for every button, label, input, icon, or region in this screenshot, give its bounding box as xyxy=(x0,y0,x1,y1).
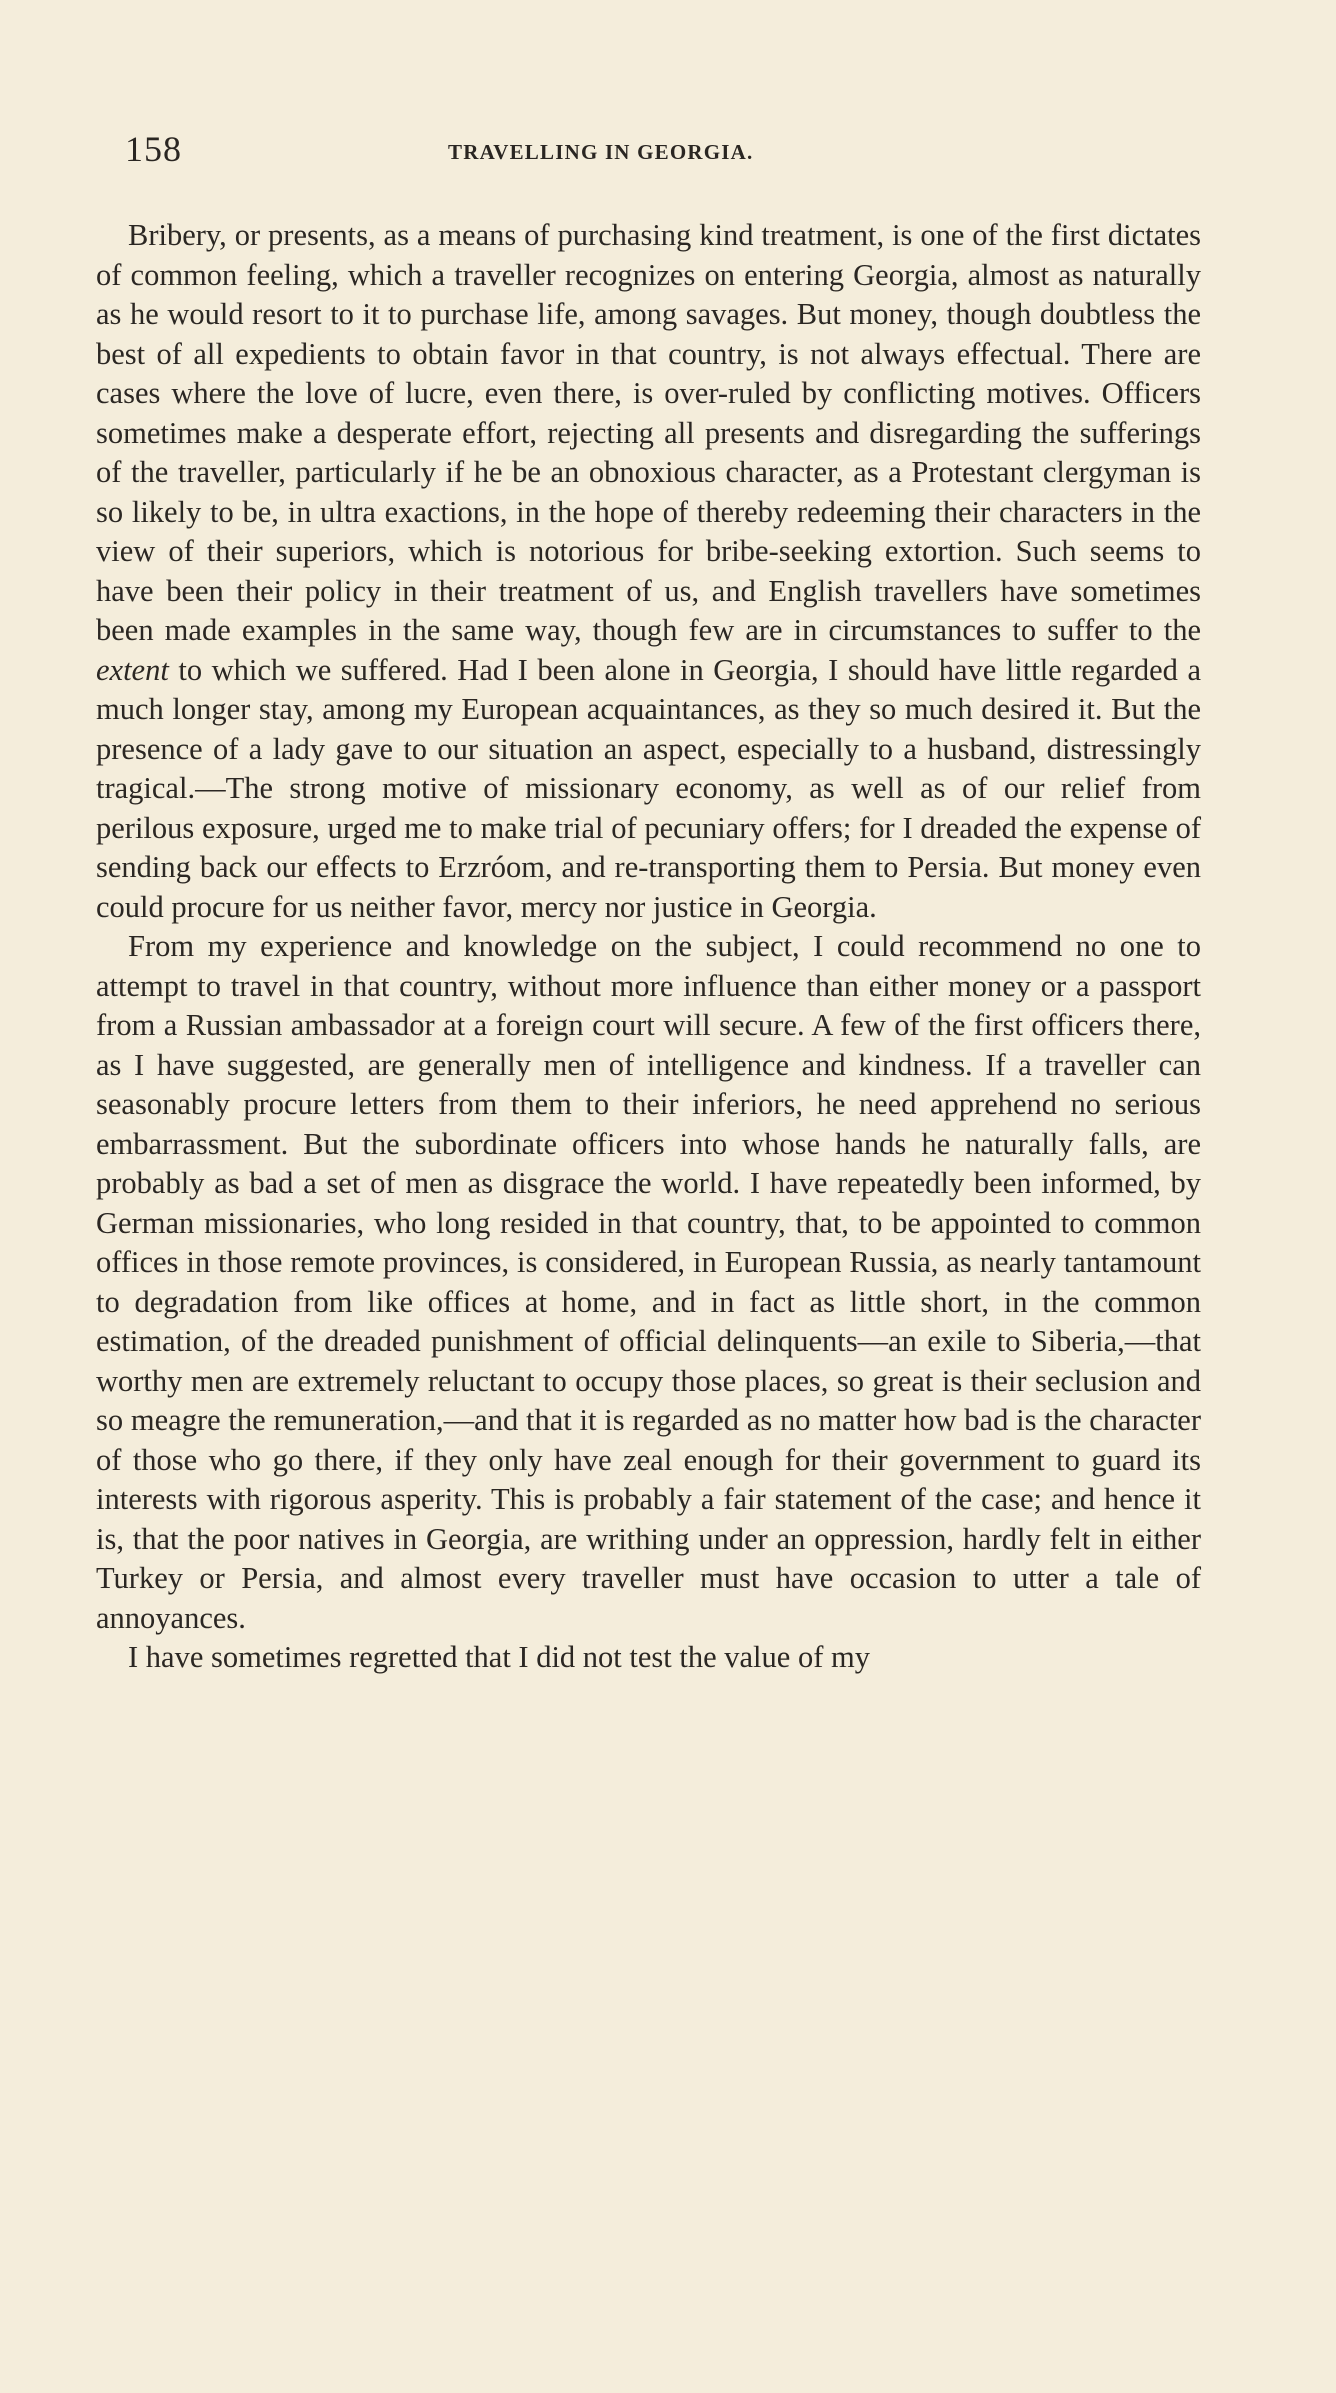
paragraph-1-part-b: to which we suffered. Had I been alone in Georgia, I should have little regarded a much longer stay, among my European acquaintances, as they so much desired it. But the presence of a lady gave to our situation an aspect, especially to a husband, distressingly tragical.—The strong motive of missionary economy, as well as of our relief from perilous exposure, urged me to make trial of pecuniary offers; for I dreaded the expense of sending back our effects to Erzróom, and re-transporting them to Persia. But money even could procure for us neither favor, mercy nor justice in Georgia. xyxy=(96,652,1202,924)
paragraph-1 xyxy=(96,216,1201,927)
page-header xyxy=(125,128,1205,178)
paragraph-2: From my experience and knowledge on the subject, I could recommend no one to attempt to travel in that country, without more influence than either money or a passport from a Russian ambassador at a foreign court will secure. A few of the first officers there, as I have suggested, are generally men of intelligence and kindness. If a traveller can seasonably procure letters from them to their inferiors, he need apprehend no serious embarrassment. But the subordinate officers into whose hands he naturally falls, are probably as bad a set of men as disgrace the world. I have repeatedly been informed, by German missionaries, who long resided in that country, that, to be appointed to common offices in those remote provinces, is considered, in European Russia, as nearly tantamount to degradation from like offices at home, and in fact as little short, in the common estimation, of the dreaded punishment of official delinquents—an exile to Siberia,—that worthy men are extremely reluctant to occupy those places, so great is their seclusion and so meagre the remuneration,—and that it is regarded as no matter how bad is the character of those who go there, if they only have zeal enough for their government to guard its interests with rigorous asperity. This is probably a fair statement of the case; and hence it is, that the poor natives in Georgia, are writhing under an oppression, hardly felt in either Turkey or Persia, and almost every traveller must have occasion to utter a tale of annoyances. xyxy=(96,929,1201,1635)
paragraph-1-part-a: Bribery, or presents, as a means of purchasing kind treatment, is one of the first dictates of common feeling, which a traveller recognizes on entering Georgia, almost as naturally as he would resort to it to purchase life, among savages. But money, though doubtless the best of all expedients to obtain favor in that country, is not always effectual. There are cases where the love of lucre, even there, is over-ruled by conflicting motives. Officers sometimes make a desperate effort, rejecting all presents and disregarding the sufferings of the traveller, particularly if he be an obnoxious character, as a Protestant clergyman is so likely to be, in ultra exactions, in the hope of thereby redeeming their characters in the view of their superiors, which is notorious for bribe-seeking extortion. Such seems to have been their policy in their treatment of us, and English travellers have sometimes been made examples in the same way, though few are in circumstances to suffer to the xyxy=(96,218,1201,647)
page-number: 158 xyxy=(125,129,182,169)
paragraph-3: I have sometimes regretted that I did not test the value of my xyxy=(128,1640,870,1674)
running-head: TRAVELLING IN GEORGIA. xyxy=(448,140,754,164)
body-text xyxy=(96,216,1201,1678)
italic-word: extent xyxy=(96,652,169,687)
